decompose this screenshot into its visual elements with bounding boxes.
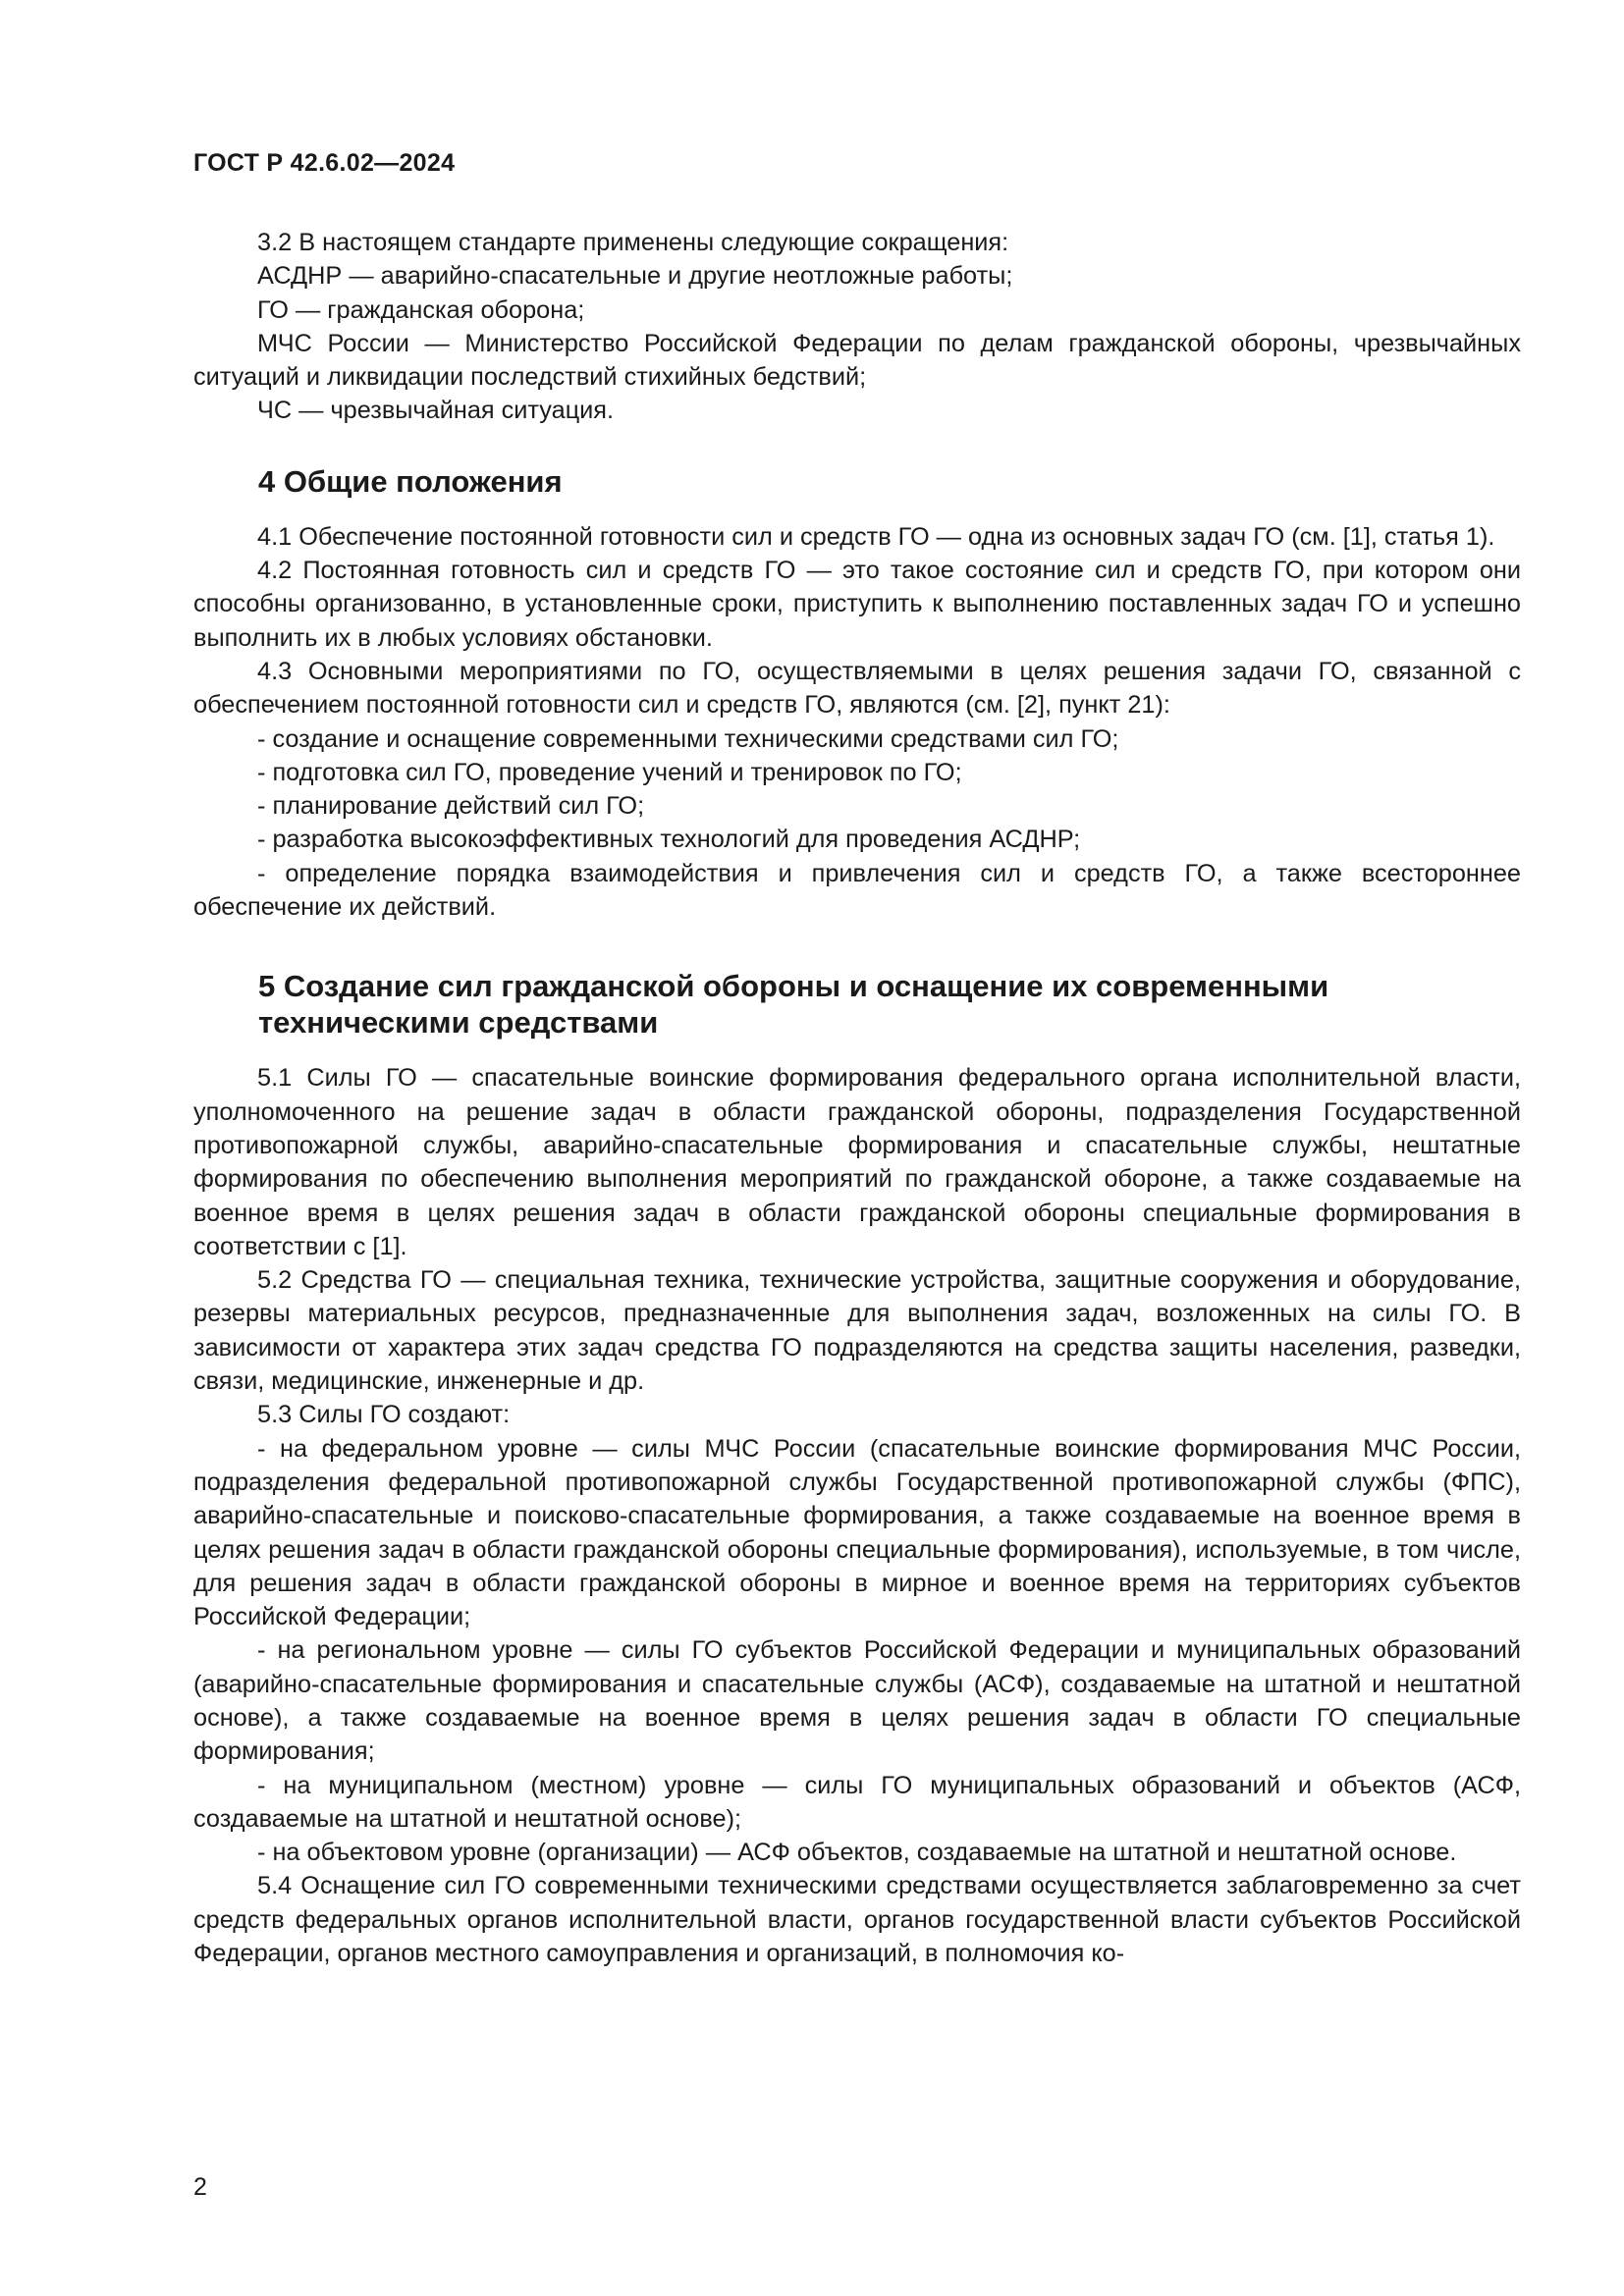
list-item: - создание и оснащение современными техническими средствами сил ГО; [257,724,1119,753]
abbreviation-item: ГО — гражданская оборона; [257,295,585,324]
paragraph: 4.1 Обеспечение постоянной готовности сил и средств ГО — одна из основных задач ГО (см. [1], статья 1). [257,522,1495,551]
list-item: - определение порядка взаимодействия и привлечения сил и средств ГО, а также всестороннее обеспечение их действий. [193,859,1521,922]
paragraph: 4.3 Основными мероприятиями по ГО, осуществляемыми в целях решения задачи ГО, связанной с обеспечением постоянной готовности сил и средств ГО, являются (см. [2], пункт 21): [193,657,1521,720]
list-item: - на региональном уровне — силы ГО субъектов Российской Федерации и муниципальных образований (аварийно-спасательные формирования и спасательные службы (АСФ), создаваемые на штатной и нештатной основе), а также создаваемые на военное время в целях решения задач в области ГО специальные формирования; [193,1636,1521,1766]
list-item: - на объектовом уровне (организации) — АСФ объектов, создаваемые на штатной и нештатной основе. [257,1839,1457,1867]
list-item: - подготовка сил ГО, проведение учений и тренировок по ГО; [257,758,962,786]
abbreviation-item: АСДНР — аварийно-спасательные и другие неотложные работы; [257,262,1013,291]
document-body [193,226,1521,1970]
page-number: 2 [193,2173,207,2201]
abbreviation-item: ЧС — чрезвычайная ситуация. [257,397,615,425]
abbreviation-item: МЧС России — Министерство Российской Федерации по делам гражданской обороны, чрезвычайных ситуаций и ликвидации последствий стихийных бедствий; [193,329,1521,392]
section-3-abbreviations [193,226,1521,428]
paragraph: 4.2 Постоянная готовность сил и средств ГО — это такое состояние сил и средств ГО, при котором они способны организованно, в установленные сроки, приступить к выполнению поставленных задач ГО и успешно выполнить их в любых условиях обстановки. [193,557,1521,652]
paragraph: 5.3 Силы ГО создают: [257,1401,511,1429]
paragraph: 5.4 Оснащение сил ГО современными техническими средствами осуществляется заблаговременно за счет средств федеральных органов исполнительной власти, органов государственной власти субъектов Российской Федерации, органов местного самоуправления и организаций, в полномочия ко- [193,1872,1521,1968]
list-item: - планирование действий сил ГО; [257,792,645,821]
list-item: - на муниципальном (местном) уровне — силы ГО муниципальных образований и объектов (АСФ, создаваемые на штатной и нештатной основе); [193,1771,1521,1833]
list-item: - разработка высокоэффективных технологий для проведения АСДНР; [257,826,1081,854]
section-4-title: 4 Общие положения [258,463,563,499]
paragraph: 5.2 Средства ГО — специальная техника, технические устройства, защитные сооружения и оборудование, резервы материальных ресурсов, предназначенные для выполнения задач, возложенных на силы ГО. В зависимости от характера этих задач средства ГО подразделяются на средства защиты населения, разведки, связи, медицинские, инженерные и др. [193,1266,1521,1396]
document-code-header: ГОСТ Р 42.6.02—2024 [193,149,456,177]
paragraph: 3.2 В настоящем стандарте применены следующие сокращения: [257,229,1009,256]
section-5-content [193,1061,1521,1970]
paragraph: 5.1 Силы ГО — спасательные воинские формирования федерального органа исполнительной власти, уполномоченного на решение задач в области гражданской обороны, подразделения Государственной противопожарной службы, аварийно-спасательные формирования и спасательные службы, нештатные формирования по обеспечению выполнения мероприятий по гражданской обороне, а также создаваемые на военное время в целях решения задач в области гражданской обороны специальные формирования в соответствии с [1]. [193,1064,1521,1260]
section-4-content [193,520,1521,925]
section-5-title: 5 Создание сил гражданской обороны и оснащение их современными техническими средствами [258,969,1329,1041]
list-item: - на федеральном уровне — силы МЧС России (спасательные воинские формирования МЧС России, подразделения федеральной противопожарной службы Государственной противопожарной службы (ФПС), аварийно-спасательные и поисково-спасательные формирования, а также создаваемые на военное время в целях решения задач в области гражданской обороны специальные формирования), используемые, в том числе, для решения задач в области гражданской обороны в мирное и военное время на территориях субъектов Российской Федерации; [193,1434,1521,1631]
